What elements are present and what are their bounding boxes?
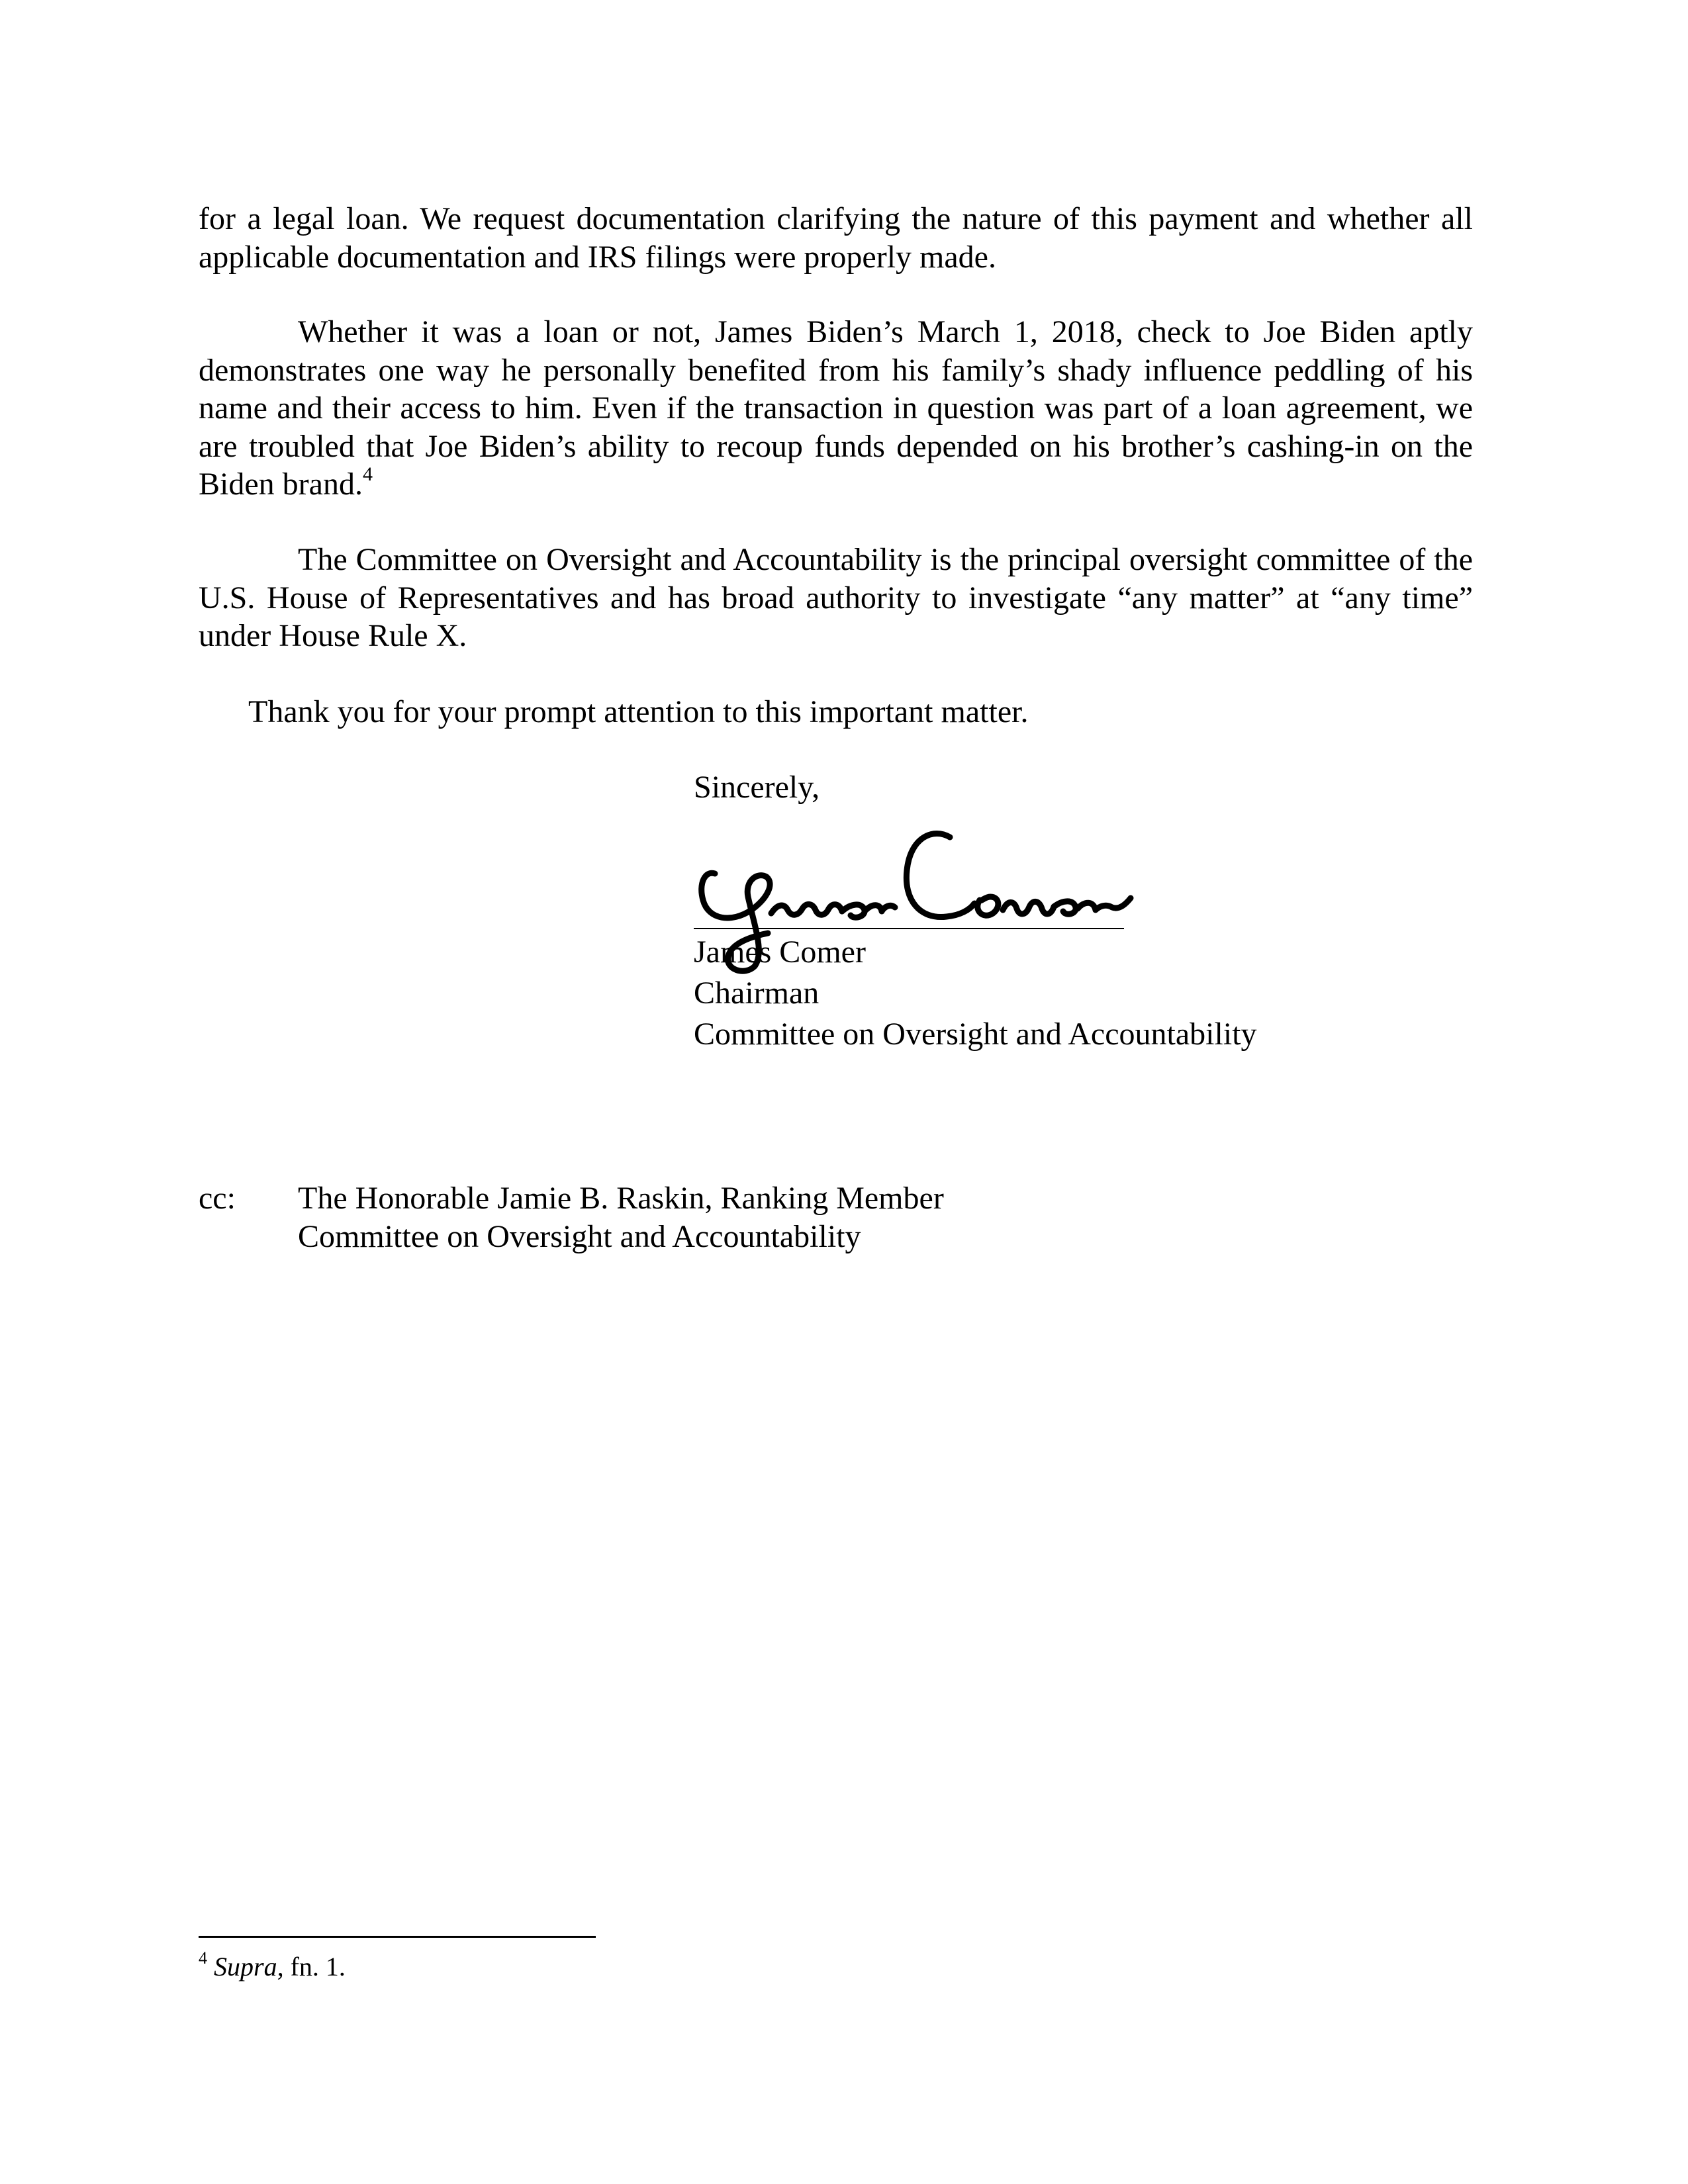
closing-salutation: Sincerely, — [694, 770, 820, 805]
footnote-separator — [199, 1936, 596, 1938]
cc-recipient — [298, 1179, 944, 1255]
footnote-italic-text: Supra, — [214, 1952, 284, 1981]
footnote-text: fn. 1. — [283, 1952, 346, 1981]
cc-recipient-name: The Honorable Jamie B. Raskin, Ranking Member — [298, 1181, 944, 1216]
cc-recipient-committee: Committee on Oversight and Accountability — [298, 1218, 861, 1254]
handwritten-signature — [688, 811, 1152, 976]
footnote-4 — [199, 1948, 346, 1983]
footnote-ref-4[interactable]: 4 — [362, 463, 373, 485]
cc-label: cc: — [199, 1181, 236, 1216]
paragraph-thank-you: Thank you for your prompt attention to this important matter. — [248, 694, 1029, 729]
signatory-committee: Committee on Oversight and Accountability — [694, 1017, 1257, 1052]
paragraph-loan-request: for a legal loan. We request documentation clarifying the nature of this payment and whether all applicable documentation and IRS filings were properly made. — [199, 201, 1473, 275]
paragraph-check-benefit-text: Whether it was a loan or not, James Biden’s March 1, 2018, check to Joe Biden aptly demonstrates one way he personally benefited from his family’s shady influence peddling of his name and their access to him. Even if the transaction in question was part of a loan agreement, we are troubled that Joe Biden’s ability to recoup funds depended on his brother’s cashing-in on the Biden brand. — [199, 314, 1473, 502]
paragraph-committee-authority: The Committee on Oversight and Accountability is the principal oversight committee of the U.S. House of Representatives and has broad authority to investigate “any matter” at “any time” under House Rule X. — [199, 542, 1473, 653]
paragraph-check-benefit — [199, 313, 1473, 504]
signatory-name: James Comer — [694, 934, 866, 970]
signatory-title: Chairman — [694, 976, 820, 1011]
footnote-number: 4 — [199, 1948, 207, 1968]
